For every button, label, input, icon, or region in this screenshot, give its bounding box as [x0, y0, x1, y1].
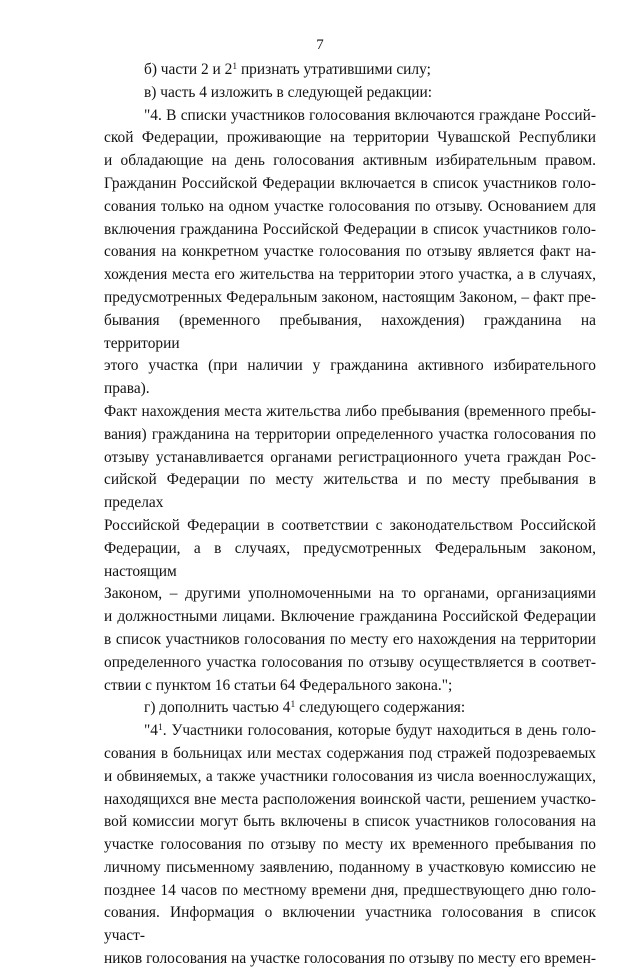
text-line: личному письменному заявлению, поданному в участковую комиссию не: [104, 858, 596, 876]
text-line: и обладающие на день голосования активным избирательным правом.: [104, 152, 596, 170]
text-line: сования. Информация о включении участника голосования в список участ-: [104, 904, 596, 945]
paragraph-4: [104, 105, 596, 698]
document-body: [104, 59, 596, 971]
text-line: "$4^1$. Участники голосования, которые будут находиться в день голо-: [144, 722, 596, 740]
text-line: хождения места его жительства на территории этого участка, а в случаях,: [104, 266, 596, 284]
text-line: и обвиняемых, а также участники голосования из числа военнослужащих,: [104, 767, 596, 785]
text-line: Гражданин Российской Федерации включается в список участников голо-: [104, 174, 596, 192]
text-line: этого участка (при наличии у гражданина активного избирательного права).: [104, 357, 596, 398]
text-line: вания) гражданина на территории определенного участка голосования по: [104, 425, 596, 443]
text-line: сования в больницах или местах содержания под стражей подозреваемых: [104, 744, 596, 762]
text-line: в список участников голосования по месту его нахождения на территории: [104, 630, 596, 648]
page-number: 7: [316, 37, 324, 53]
paragraph-4-1: [104, 720, 596, 971]
text-line: включения гражданина Российской Федерации в список участников голо-: [104, 220, 596, 238]
text-line: отзыву устанавливается органами регистрационного учета граждан Рос-: [104, 448, 596, 466]
text-line: бывания (временного пребывания, нахождения) гражданина на территории: [104, 311, 596, 352]
text-line: Факт нахождения места жительства либо пребывания (временного пребы-: [104, 402, 596, 420]
text-line: ской Федерации, проживающие на территории Чувашской Республики: [104, 129, 596, 147]
text-line: ников голосования на участке голосования по отзыву по месту его времен-: [104, 950, 596, 968]
text-line: вой комиссии могут быть включены в список участников голосования на: [104, 813, 596, 831]
text-line: "4. В списки участников голосования включаются граждане Россий-: [144, 106, 596, 124]
item-g: г) дополнить частью $4^1$ следующего содержания:: [144, 699, 466, 717]
text-line: сийской Федерации по месту жительства и по месту пребывания в пределах: [104, 471, 596, 512]
text-line: определенного участка голосования по отзыву осуществляется в соответ-: [104, 653, 596, 671]
text-line: Федерации, а в случаях, предусмотренных Федеральным законом, настоящим: [104, 539, 596, 580]
text-line: находящихся вне места расположения воинской части, решением участко-: [104, 790, 596, 808]
text-line: участке голосования по отзыву по месту их временного пребывания по: [104, 836, 596, 854]
text-line: и должностными лицами. Включение гражданина Российской Федерации: [104, 608, 596, 626]
text-line: ствии с пунктом 16 статьи 64 Федерального закона.";: [104, 676, 453, 694]
text-line: позднее 14 часов по местному времени дня, предшествующего дню голо-: [104, 881, 596, 899]
text-line: Законом, – другими уполномоченными на то органами, организациями: [104, 585, 596, 603]
item-v: в) часть 4 изложить в следующей редакции:: [144, 83, 433, 101]
text-line: сования на конкретном участке голосования по отзыву является факт на-: [104, 243, 596, 261]
text-line: предусмотренных Федеральным законом, настоящим Законом, – факт пре-: [104, 288, 596, 306]
text-line: Российской Федерации в соответствии с законодательством Российской: [104, 516, 596, 534]
item-b: б) части 2 и $2^1$ признать утратившими силу;: [144, 61, 431, 78]
text-line: сования только на одном участке голосования по отзыву. Основанием для: [104, 197, 596, 215]
